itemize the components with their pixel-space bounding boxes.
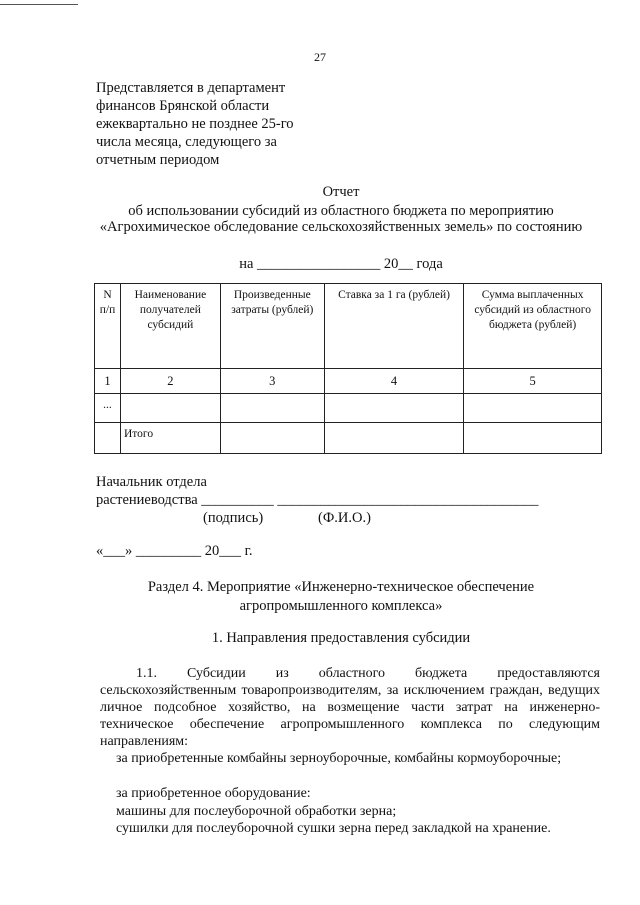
empty-cell (95, 423, 121, 454)
empty-cell (464, 423, 602, 454)
header-cell: N п/п (95, 284, 121, 369)
date-fill-line: «___» _________ 20___ г. (96, 543, 253, 559)
note-line: отчетным периодом (96, 152, 220, 168)
page-number: 27 (314, 50, 326, 64)
number-cell: 2 (120, 369, 220, 394)
empty-cell (120, 394, 220, 423)
paragraph: за приобретенные комбайны зерноуборочные, комбайны кормоуборочные; (116, 751, 562, 766)
section-title: Раздел 4. Мероприятие «Инженерно-техническое обеспечение агропромышленного комплекса» (147, 579, 535, 614)
empty-cell (324, 423, 464, 454)
header-cell: Сумма выплаченных субсидий из областного бюджета (рублей) (464, 284, 602, 369)
number-cell: 3 (220, 369, 324, 394)
note-line: ежеквартально не позднее 25-го (96, 116, 294, 132)
paragraph: машины для послеуборочной обработки зерна; (116, 804, 397, 819)
report-date-line: на _________________ 20__ года (239, 256, 443, 272)
name-caption: (Ф.И.О.) (318, 510, 371, 526)
table-header-row (95, 284, 602, 369)
number-cell: 5 (464, 369, 602, 394)
corner-rule (0, 4, 78, 5)
ellipsis-cell: ... (95, 394, 121, 423)
signature-line: растениеводства __________ ____________________________________ (96, 492, 539, 508)
report-subtitle: об использовании субсидий из областного бюджета по мероприятию «Агрохимическое обследование сельскохозяйственных земель» по состоянию (99, 203, 583, 235)
number-cell: 1 (95, 369, 121, 394)
paragraph: 1.1. Субсидии из областного бюджета предоставляются сельскохозяйственным товаропроизводителям, за исключением граждан, ведущих личное подсобное хозяйство, на возмещение части затрат на инженерно-техническое обеспечение агропромышленного комплекса по следующим направлениям: (100, 666, 600, 749)
empty-cell (220, 423, 324, 454)
table-row (95, 394, 602, 423)
report-title: Отчет (322, 184, 360, 200)
signature-title: Начальник отдела (96, 474, 207, 490)
submission-note (96, 79, 356, 169)
header-cell: Ставка за 1 га (рублей) (324, 284, 464, 369)
number-cell: 4 (324, 369, 464, 394)
note-line: Представляется в департамент (96, 80, 286, 96)
subsection-title: 1. Направления предоставления субсидии (211, 630, 471, 646)
signature-caption: (подпись) (203, 510, 264, 526)
note-line: финансов Брянской области (96, 98, 270, 114)
paragraph: сушилки для послеуборочной сушки зерна перед закладкой на хранение. (116, 821, 551, 836)
paragraph: за приобретенное оборудование: (116, 786, 311, 801)
empty-cell (324, 394, 464, 423)
report-table (94, 283, 602, 454)
table-row (95, 369, 602, 394)
table-row (95, 423, 602, 454)
empty-cell (220, 394, 324, 423)
header-cell: Произведенные затраты (рублей) (220, 284, 324, 369)
empty-cell (464, 394, 602, 423)
note-line: числа месяца, следующего за (96, 134, 277, 150)
total-label-cell: Итого (120, 423, 220, 454)
header-cell: Наименование получателей субсидий (120, 284, 220, 369)
